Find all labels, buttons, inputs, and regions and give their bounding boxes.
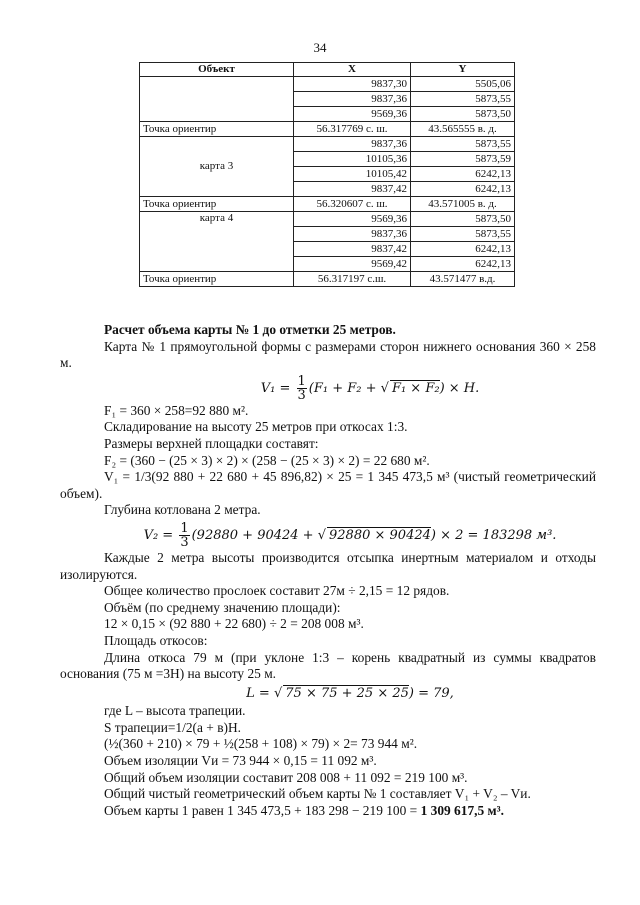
paragraph: Общий объем изоляции составит 208 008 + 11 092 = 219 100 м³. bbox=[104, 769, 468, 785]
paragraph: F₂ = (360 − (25 × 3) × 2) × (258 − (25 × 3) × 2) = 22 680 м². bbox=[104, 452, 430, 468]
cell-x: 9837,36 bbox=[294, 227, 411, 242]
fraction-denominator: 3 bbox=[297, 387, 306, 403]
cell-x: 9569,36 bbox=[294, 107, 411, 122]
formula-sqrt: F₁ × F₂ bbox=[391, 380, 440, 396]
cell-y: 6242,13 bbox=[411, 242, 515, 257]
cell-x: 9837,42 bbox=[294, 182, 411, 197]
paragraph: Объём (по среднему значению площади): bbox=[104, 599, 341, 615]
formula-l: L = √ 75 × 75 + 25 × 25) = 79, bbox=[246, 685, 454, 701]
table-row bbox=[140, 77, 515, 92]
cell-y: 6242,13 bbox=[411, 182, 515, 197]
paragraph: Общий чистый геометрический объем карты № 1 составляет V₁ + V₂ – Vи. bbox=[104, 786, 531, 802]
group-label-karta3: карта 3 bbox=[140, 137, 294, 197]
cell-y: 5873,55 bbox=[411, 92, 515, 107]
cell-x: 9837,30 bbox=[294, 77, 411, 92]
cell-y: 5505,06 bbox=[411, 77, 515, 92]
result-value: 1 309 617,5 м³. bbox=[420, 802, 505, 818]
cell-x: 56.320607 с. ш. bbox=[294, 197, 411, 212]
cell-y: 6242,13 bbox=[411, 167, 515, 182]
paragraph: Размеры верхней площадки составят: bbox=[104, 435, 319, 451]
cell-y: 5873,55 bbox=[411, 227, 515, 242]
formula-part: ) × H. bbox=[439, 380, 480, 396]
cell-y: 43.571477 в.д. bbox=[411, 272, 515, 287]
fraction-numerator: 1 bbox=[180, 520, 189, 536]
formula-sqrt: 92880 × 90424 bbox=[329, 527, 431, 543]
paragraph: Глубина котлована 2 метра. bbox=[104, 502, 261, 518]
page-number: 34 bbox=[313, 40, 327, 55]
empty-label-cell bbox=[140, 77, 294, 122]
formula-part: ) × 2 = 183298 м³. bbox=[430, 527, 557, 543]
cell-y: 5873,50 bbox=[411, 107, 515, 122]
paragraph: Объем изоляции Vи = 73 944 × 0,15 = 11 092 м³. bbox=[104, 753, 377, 769]
cell-y: 6242,13 bbox=[411, 257, 515, 272]
cell-y: 5873,59 bbox=[411, 152, 515, 167]
table-row bbox=[140, 137, 515, 152]
group-label-karta4: карта 4 bbox=[140, 212, 294, 272]
fraction bbox=[297, 375, 307, 402]
paragraph: V₁ = 1/3(92 880 + 22 680 + 45 896,82) × 25 = 1 345 473,5 м³ (чистый геометрический объем). bbox=[60, 469, 596, 501]
cell-label: Точка ориентир bbox=[140, 197, 294, 212]
table-row bbox=[140, 197, 515, 212]
fraction-denominator: 3 bbox=[180, 534, 189, 550]
header-object: Объект bbox=[140, 63, 294, 77]
table-row bbox=[140, 122, 515, 137]
coordinates-table bbox=[139, 62, 515, 287]
table-row bbox=[140, 212, 515, 227]
formula-lhs: V₂ = bbox=[143, 527, 174, 543]
cell-y: 43.565555 в. д. bbox=[411, 122, 515, 137]
cell-x: 56.317197 с.ш. bbox=[294, 272, 411, 287]
paragraph: Площадь откосов: bbox=[104, 632, 208, 648]
paragraph: Общее количество прослоек составит 27м ÷ 2,15 = 12 рядов. bbox=[104, 583, 450, 599]
formula-v1: V₁ = $\frac{1}{3}$ (F₁ + F₂ + √ F₁ × F₂) × H. bbox=[260, 373, 480, 403]
cell-label: Точка ориентир bbox=[140, 122, 294, 137]
formula-lhs: V₁ = bbox=[260, 380, 291, 396]
section-heading: Расчет объема карты № 1 до отметки 25 метров. bbox=[104, 322, 396, 337]
body-text bbox=[60, 322, 596, 819]
table-header-row bbox=[140, 63, 515, 77]
cell-y: 43.571005 в. д. bbox=[411, 197, 515, 212]
cell-x: 9837,36 bbox=[294, 137, 411, 152]
paragraph: 12 × 0,15 × (92 880 + 22 680) ÷ 2 = 208 008 м³. bbox=[104, 616, 364, 632]
cell-x: 56.317769 с. ш. bbox=[294, 122, 411, 137]
cell-x: 9837,36 bbox=[294, 92, 411, 107]
paragraph: F₁ = 360 × 258=92 880 м². bbox=[104, 402, 249, 418]
paragraph: где L – высота трапеции. bbox=[104, 703, 246, 719]
paragraph: Каждые 2 метра высоты производится отсыпка инертным материалом и отходы изолируются. bbox=[60, 549, 596, 582]
cell-x: 9837,42 bbox=[294, 242, 411, 257]
cell-y: 5873,55 bbox=[411, 137, 515, 152]
paragraph: (½(360 + 210) × 79 + ½(258 + 108) × 79) × 2= 73 944 м². bbox=[104, 736, 418, 752]
fraction-numerator: 1 bbox=[297, 373, 306, 389]
paragraph bbox=[104, 803, 596, 820]
formula-sqrt: 75 × 75 + 25 × 25 bbox=[285, 685, 409, 701]
cell-y: 5873,50 bbox=[411, 212, 515, 227]
result-text: Объем карты 1 равен 1 345 473,5 + 183 298 − 219 100 = bbox=[104, 802, 421, 818]
cell-x: 9569,42 bbox=[294, 257, 411, 272]
cell-x: 10105,42 bbox=[294, 167, 411, 182]
formula-part: (92880 + 90424 + bbox=[191, 527, 318, 543]
formula-lhs: L = bbox=[246, 685, 274, 701]
header-y: Y bbox=[411, 63, 515, 77]
cell-label: Точка ориентир bbox=[140, 272, 294, 287]
paragraph: S трапеции=1/2(а + в)Н. bbox=[104, 719, 241, 735]
fraction bbox=[179, 522, 189, 549]
formula-v2: V₂ = $\frac{1}{3}$ (92880 + 90424 + √ 92880 × 90424) × 2 = 183298 м³. bbox=[143, 520, 557, 550]
paragraph: Складирование на высоту 25 метров при откосах 1:3. bbox=[104, 419, 408, 435]
cell-x: 10105,36 bbox=[294, 152, 411, 167]
cell-x: 9569,36 bbox=[294, 212, 411, 227]
paragraph: Карта № 1 прямоугольной формы с размерами сторон нижнего основания 360 × 258 м. bbox=[60, 338, 596, 371]
header-x: X bbox=[294, 63, 411, 77]
table-row bbox=[140, 272, 515, 287]
formula-part: ) = 79, bbox=[408, 685, 454, 701]
paragraph: Длина откоса 79 м (при уклоне 1:3 – корень квадратный из суммы квадратов основания (75 м =3Н) на высоту 25 м. bbox=[60, 649, 596, 682]
formula-part: (F₁ + F₂ + bbox=[308, 380, 381, 396]
